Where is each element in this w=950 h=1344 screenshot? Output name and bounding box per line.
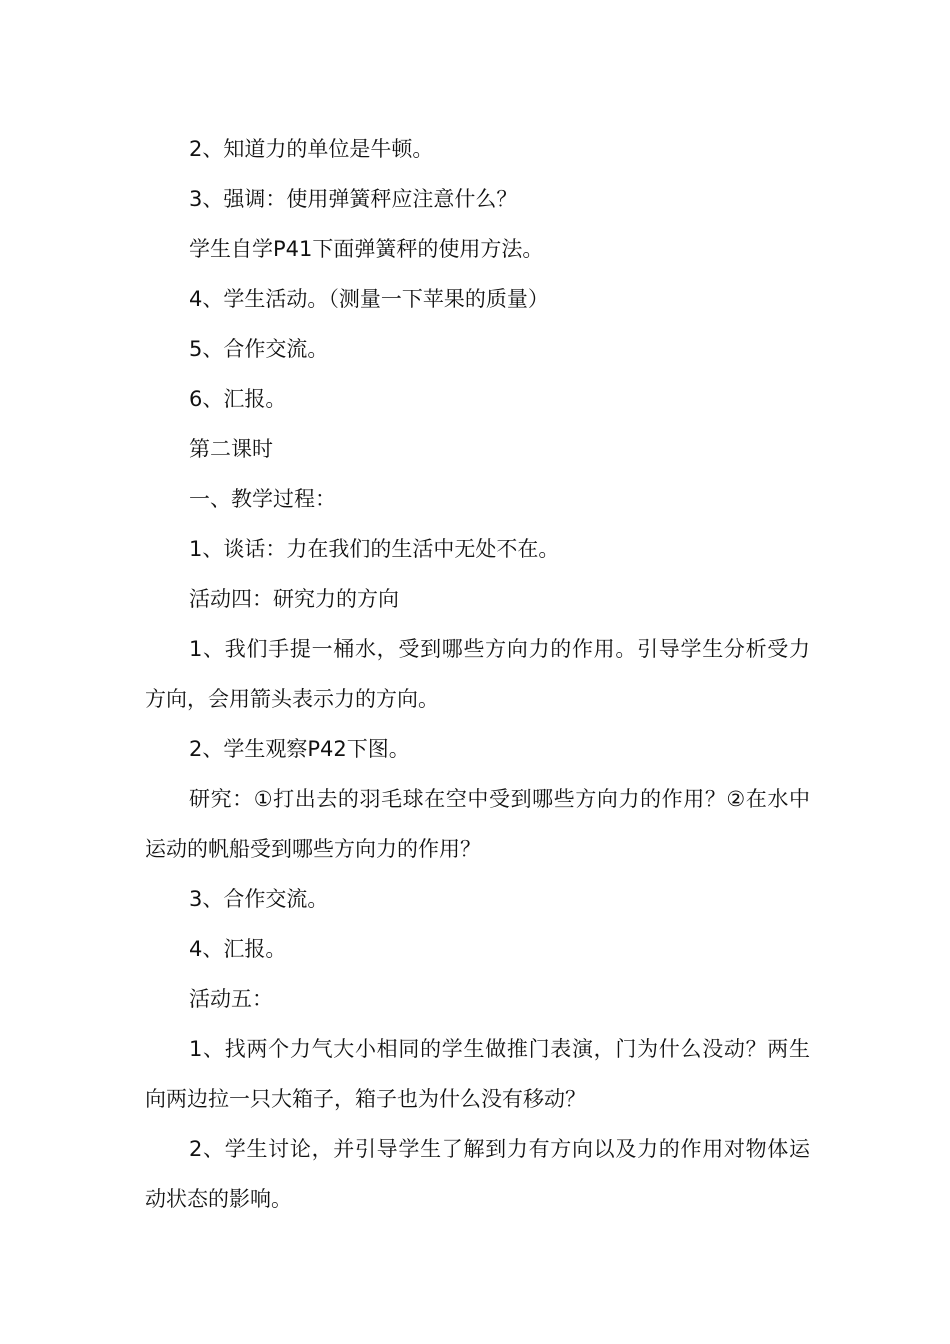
paragraph-11: 1、我们手提一桶水，受到哪些方向力的作用。引导学生分析受力方向，会用箭头表示力的方向。 (145, 637, 810, 711)
paragraph-14: 3、合作交流。 (189, 887, 329, 911)
paragraph-13: 研究：①打出去的羽毛球在空中受到哪些方向力的作用？②在水中运动的帆船受到哪些方向力的作用？ (145, 787, 810, 861)
paragraph-2: 3、强调：使用弹簧秤应注意什么？ (189, 187, 518, 211)
paragraph-6: 6、汇报。 (189, 387, 287, 411)
paragraph-15: 4、汇报。 (189, 937, 287, 961)
paragraph-5: 5、合作交流。 (189, 337, 329, 361)
activity-heading-five: 活动五： (189, 987, 273, 1011)
section-heading-teaching-process: 一、教学过程： (189, 487, 336, 511)
paragraph-3: 学生自学P41下面弹簧秤的使用方法。 (189, 237, 544, 261)
activity-heading-four: 活动四：研究力的方向 (189, 587, 399, 611)
paragraph-18: 2、学生讨论，并引导学生了解到力有方向以及力的作用对物体运动状态的影响。 (145, 1137, 810, 1211)
paragraph-17: 1、找两个力气大小相同的学生做推门表演，门为什么没动？两生向两边拉一只大箱子，箱子也为什么没有移动？ (145, 1037, 810, 1111)
paragraph-1: 2、知道力的单位是牛顿。 (189, 137, 434, 161)
paragraph-9: 1、谈话：力在我们的生活中无处不在。 (189, 537, 560, 561)
section-heading-second-lesson: 第二课时 (189, 437, 273, 461)
paragraph-12: 2、学生观察P42下图。 (189, 737, 410, 761)
paragraph-4: 4、学生活动。（测量一下苹果的质量） (189, 287, 549, 311)
document-body (145, 124, 810, 1224)
